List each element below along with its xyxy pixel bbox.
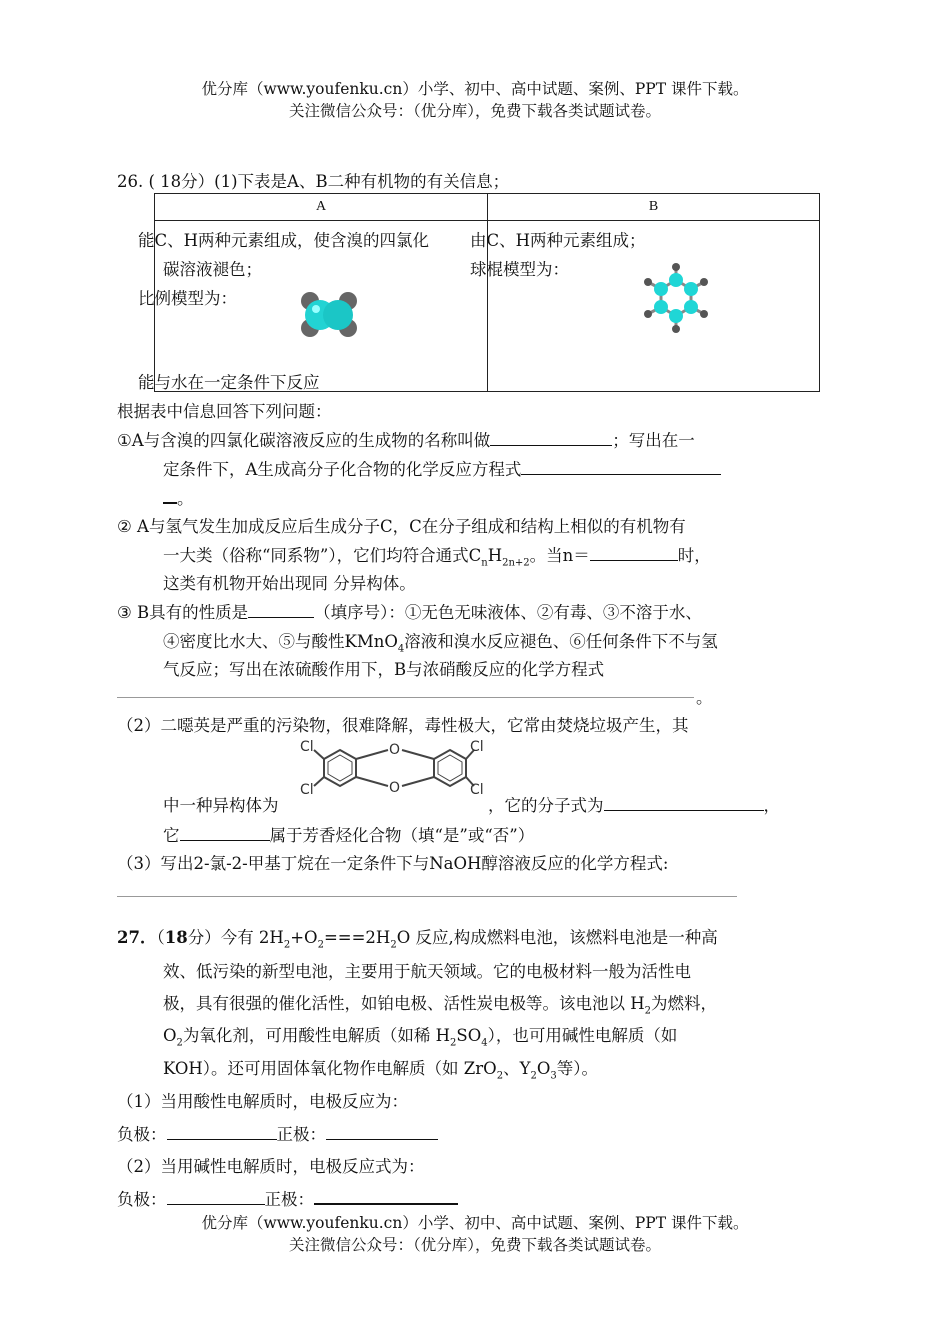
formula-h: H — [487, 546, 503, 565]
q26-title: 26. ( 18分）(1)下表是A、B二种有机物的有关信息； — [117, 172, 510, 191]
q26-part2-line2a: 中一种异构体为 — [163, 796, 279, 815]
negative-electrode-label: 负极： — [117, 1125, 167, 1144]
cell-a-line3: 比例模型为： — [138, 289, 237, 308]
q26-part2-aromatic-text: 属于芳香烃化合物（填“是”或“否”） — [269, 826, 535, 845]
q27-eq-a: 分）今有 2H — [187, 928, 284, 947]
q27-eq-b: +O — [290, 928, 318, 947]
q27-part1-answers — [117, 1121, 438, 1145]
q27-paren: （ — [156, 928, 165, 947]
dioxin-o-2: O — [389, 780, 401, 796]
answer-blank-product-name[interactable] — [490, 431, 612, 446]
answer-blank-properties[interactable] — [248, 603, 314, 618]
q26-part2-line1: （2）二噁英是严重的污染物，很难降解，毒性极大，它常由焚烧垃圾产生，其 — [117, 716, 689, 735]
q26-sub1-line1 — [117, 427, 695, 451]
sub-h2so4-2: 2 — [450, 1037, 457, 1049]
q26-sub2-text: 一大类（俗称“同系物”），它们均符合通式C — [163, 546, 482, 565]
q27-y: 、Y — [503, 1059, 531, 1078]
q27-line5 — [163, 1055, 598, 1081]
q26-part3: （3）写出2-氯-2-甲基丁烷在一定条件下与NaOH醇溶液反应的化学方程式: — [117, 854, 669, 873]
q27-eq-c: ===2H — [323, 928, 391, 947]
q27-score: 18 — [164, 928, 188, 947]
q26-part2-line3 — [163, 822, 534, 846]
cell-a-line2: 碳溶液褪色； — [163, 260, 262, 279]
q26-sub3-line2-text-b: 溶液和溴水反应褪色、⑥任何条件下不与氢 — [404, 632, 718, 651]
sub-o2: 2 — [176, 1037, 183, 1049]
q26-sub1-text-end: ；写出在一 — [612, 431, 695, 450]
q27-part1: （1）当用酸性电解质时，电极反应为： — [117, 1092, 408, 1111]
q26-sub2-line1: ② A与氢气发生加成反应后生成分子C，C在分子组成和结构上相似的有机物有 — [117, 517, 686, 536]
positive-electrode-label-2: 正极： — [264, 1190, 314, 1209]
q27-line1: 27．（18分）今有 $2H_2+O_2===2H_2O$ 反应,构成燃料电池，该燃料电池是一种高 — [117, 928, 718, 951]
q27-line3-end: 为燃料， — [651, 994, 718, 1013]
answer-blank-aromatic[interactable] — [180, 826, 270, 841]
answer-blank-polymer-equation[interactable] — [521, 460, 721, 475]
table-col-b: B — [488, 194, 820, 221]
dioxin-cl-2: Cl — [300, 782, 314, 798]
q26-sub2-line2 — [163, 542, 711, 568]
q26-part2-comma: ， — [763, 796, 780, 815]
q27-o3: O — [536, 1059, 551, 1078]
q27-eq-d: O 反应,构成燃料电池，该燃料电池是一种高 — [396, 928, 718, 947]
answer-line-elimination-equation[interactable] — [117, 896, 737, 897]
q27-line5-text: KOH）。还可用固体氧化物作电解质（如 ZrO — [163, 1059, 497, 1078]
dioxin-structure — [300, 736, 490, 802]
sub-y2: 2 — [530, 1070, 537, 1082]
cell-a-line1: 能C、H两种元素组成，使含溴的四氯化 — [138, 231, 430, 250]
q26-sub3-line1 — [117, 599, 702, 623]
q27-line3 — [163, 990, 717, 1016]
q26-sub1-line3 — [163, 485, 194, 509]
formula-sub-n: n — [481, 557, 488, 569]
q27-o: O — [163, 1026, 177, 1045]
answer-blank-acid-negative[interactable] — [167, 1125, 277, 1140]
cell-b-line2: 球棍模型为： — [470, 260, 569, 279]
header-line-2: 关注微信公众号：（优分库），免费下载各类试题试卷。 — [288, 102, 661, 120]
q26-sub3-line2 — [163, 628, 718, 654]
sub-o3: 3 — [550, 1070, 557, 1082]
q26-part2-line2b — [488, 792, 780, 816]
header-line-1: 优分库（www.youfenku.cn）小学、初中、高中试题、案例、PPT 课件下载。 — [201, 80, 749, 98]
sub-2a: 2 — [283, 939, 291, 951]
positive-electrode-label: 正极： — [276, 1125, 326, 1144]
q27-part2: （2）当用碱性电解质时，电极反应式为： — [117, 1157, 425, 1176]
formula-sub-2n2: 2n+2 — [502, 557, 530, 569]
sub-2b: 2 — [317, 939, 324, 951]
sub-zro2: 2 — [496, 1070, 504, 1082]
q27-line4 — [163, 1022, 677, 1048]
cell-b-line1: 由C、H两种元素组成； — [470, 231, 646, 250]
q26-sub2-line3: 这类有机物开始出现同 分异构体。 — [163, 574, 416, 593]
answer-blank-alkaline-negative[interactable] — [167, 1190, 265, 1205]
q26-sub3-text: ③ B具有的性质是 — [117, 603, 249, 622]
answer-blank-n-value[interactable] — [590, 546, 678, 561]
sub-so4: 4 — [481, 1037, 488, 1049]
q26-sub2-text-c: 时， — [677, 546, 711, 565]
q26-sub1-period: 。 — [177, 489, 194, 508]
q27-part2-answers — [117, 1186, 458, 1210]
q26-part2-formula-text: ，它的分子式为 — [488, 796, 604, 815]
ethylene-space-filling-model — [298, 290, 362, 342]
sub-h2: 2 — [644, 1005, 652, 1017]
q27-so: SO — [456, 1026, 482, 1045]
q26-sub3-text-b: （填序号）：①无色无味液体、②有毒、③不溶于水、 — [314, 603, 702, 622]
q27-number: 27 — [117, 928, 140, 947]
q27-line2: 效、低污染的新型电池，主要用于航天领域。它的电极材料一般为活性电 — [163, 962, 691, 981]
q26-sub2-text-b: 。当n＝ — [529, 546, 590, 565]
q26-sub3-line2-text: ④密度比水大、⑤与酸性KMnO — [163, 632, 398, 651]
q26-sub3-end: 。 — [696, 688, 713, 707]
dioxin-cl-1: Cl — [300, 739, 314, 755]
q26-intro: 根据表中信息回答下列问题： — [117, 402, 332, 421]
benzene-ball-stick-model — [628, 258, 724, 338]
q27-line4-text: 为氧化剂，可用酸性电解质（如稀 H — [182, 1026, 451, 1045]
table-col-a: A — [155, 194, 488, 221]
kmno4-sub: 4 — [397, 643, 405, 655]
answer-blank-molecular-formula[interactable] — [604, 796, 764, 811]
q26-sub1-line2 — [163, 456, 721, 480]
dioxin-cl-3: Cl — [470, 739, 484, 755]
answer-blank-acid-positive[interactable] — [326, 1125, 438, 1140]
footer-line-1: 优分库（www.youfenku.cn）小学、初中、高中试题、案例、PPT 课件下载。 — [201, 1214, 749, 1232]
cell-a-line4: 能与水在一定条件下反应 — [138, 373, 320, 392]
q27-line5-end: 等）。 — [556, 1059, 598, 1078]
q26-part2-it: 它 — [163, 826, 180, 845]
answer-blank-alkaline-positive[interactable] — [314, 1189, 458, 1205]
q27-line3-text: 极，具有很强的催化活性，如铂电极、活性炭电极等。该电池以 H — [163, 994, 645, 1013]
answer-line-nitration-equation[interactable] — [117, 697, 694, 698]
footer-line-2: 关注微信公众号：（优分库），免费下载各类试题试卷。 — [288, 1236, 661, 1254]
sub-2c: 2 — [390, 939, 397, 951]
q26-sub3-line3: 气反应；写出在浓硫酸作用下，B与浓硝酸反应的化学方程式 — [163, 660, 605, 679]
q26-sub1-text: ①A与含溴的四氯化碳溶液反应的生成物的名称叫做 — [117, 431, 491, 450]
dioxin-cl-4: Cl — [470, 782, 484, 798]
answer-blank-polymer-equation-cont[interactable] — [163, 488, 177, 504]
q26-sub1-line2-text: 定条件下，A生成高分子化合物的化学反应方程式 — [163, 460, 522, 479]
dioxin-o-1: O — [389, 742, 401, 758]
q27-line4-end: ），也可用碱性电解质（如 — [487, 1026, 678, 1045]
negative-electrode-label-2: 负极： — [117, 1190, 167, 1209]
